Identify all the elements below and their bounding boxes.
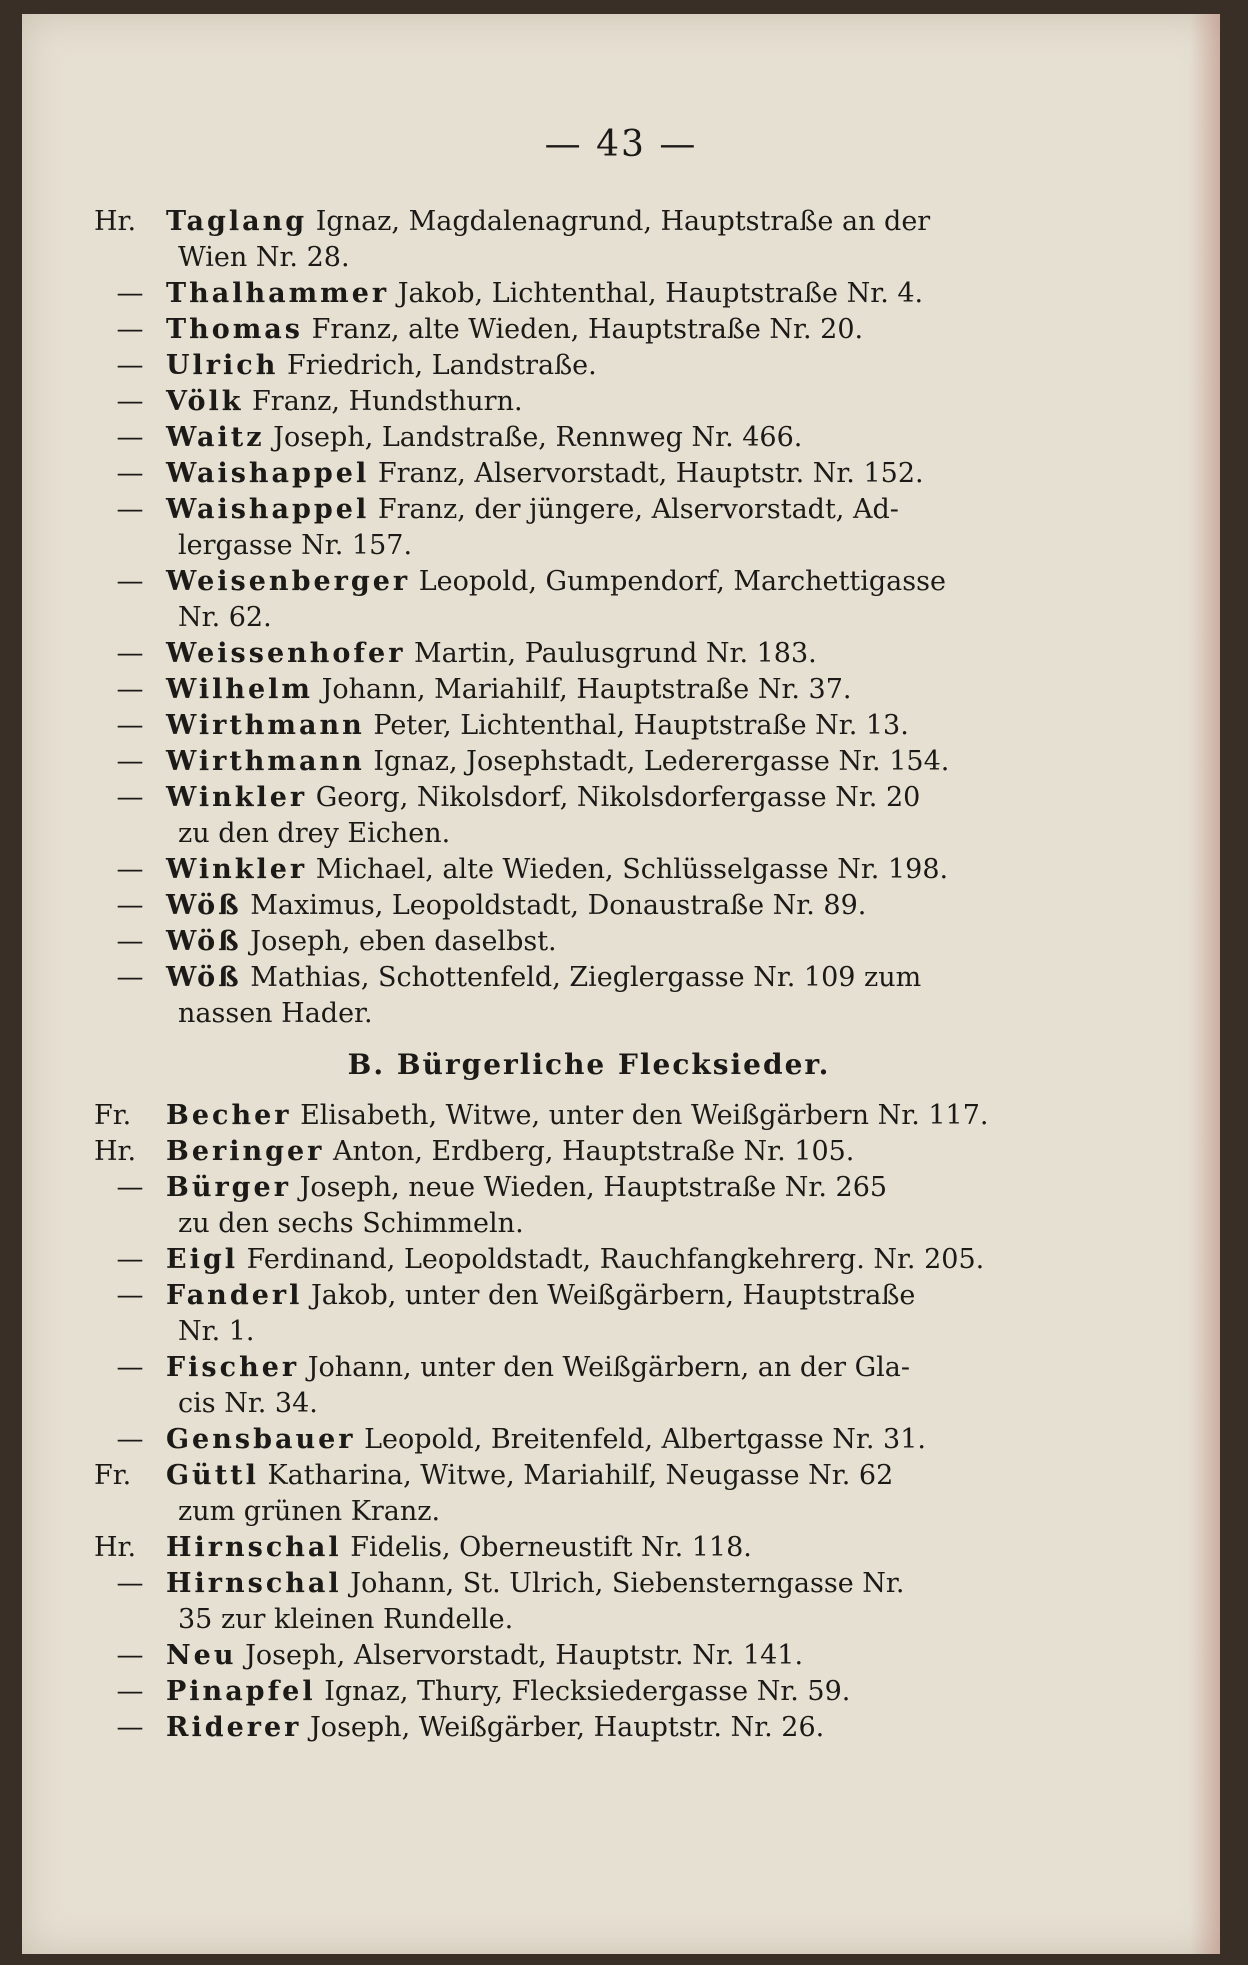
entry-text: Ferdinand, Leopoldstadt, Rauchfangkehrerg. Nr. 205.	[246, 1244, 985, 1275]
directory-entry	[94, 204, 1084, 276]
entry-prefix: —	[116, 422, 144, 453]
entry-surname: Fischer	[166, 1352, 300, 1383]
entry-line	[94, 888, 1084, 924]
entry-line	[94, 1494, 1084, 1530]
entry-prefix: —	[116, 494, 144, 525]
directory-entry	[94, 1134, 1084, 1170]
entry-surname: Pinapfel	[166, 1676, 316, 1707]
entry-line	[94, 384, 1084, 420]
entry-prefix: Hr.	[94, 1532, 137, 1563]
directory-entry	[94, 1098, 1084, 1134]
directory-entry	[94, 1674, 1084, 1710]
entry-prefix: —	[116, 566, 144, 597]
entry-line	[94, 312, 1084, 348]
entry-surname: Riderer	[166, 1712, 302, 1743]
entry-line	[94, 348, 1084, 384]
entry-text: Ignaz, Thury, Flecksiedergasse Nr. 59.	[324, 1676, 851, 1707]
entry-prefix: —	[116, 1172, 144, 1203]
directory-entry	[94, 672, 1084, 708]
entry-line	[94, 492, 1084, 528]
entry-surname: Thalhammer	[166, 278, 390, 309]
entry-prefix: —	[116, 458, 144, 489]
entry-prefix: —	[116, 746, 144, 777]
entry-line	[94, 816, 1084, 852]
directory-entry	[94, 1638, 1084, 1674]
entry-line	[94, 420, 1084, 456]
entry-surname: Wöß	[166, 890, 242, 921]
entry-surname: Thomas	[166, 314, 303, 345]
directory-entry	[94, 708, 1084, 744]
entry-prefix: —	[116, 674, 144, 705]
directory-entry	[94, 1566, 1084, 1638]
entry-line	[94, 1170, 1084, 1206]
entry-text: Wien Nr. 28.	[178, 242, 350, 273]
entry-text: Johann, St. Ulrich, Siebensterngasse Nr.	[350, 1568, 905, 1599]
directory-entry	[94, 276, 1084, 312]
entry-text: Martin, Paulusgrund Nr. 183.	[414, 638, 817, 669]
entry-text: Maximus, Leopoldstadt, Donaustraße Nr. 89.	[250, 890, 867, 921]
entry-text: Joseph, Landstraße, Rennweg Nr. 466.	[273, 422, 803, 453]
directory-list	[94, 204, 1084, 1746]
entry-text: Leopold, Gumpendorf, Marchettigasse	[418, 566, 946, 597]
entry-text: Jakob, unter den Weißgärbern, Hauptstraße	[310, 1280, 916, 1311]
directory-entry	[94, 1710, 1084, 1746]
entry-line	[94, 1242, 1084, 1278]
entry-line	[94, 564, 1084, 600]
entry-surname: Becher	[166, 1100, 292, 1131]
entry-line	[94, 1350, 1084, 1386]
entry-surname: Wilhelm	[166, 674, 313, 705]
entry-prefix: —	[116, 1352, 144, 1383]
section-a-entries	[94, 204, 1084, 1032]
entry-prefix: Hr.	[94, 1136, 137, 1167]
directory-entry	[94, 564, 1084, 636]
entry-prefix: —	[116, 1424, 144, 1455]
entry-prefix: Fr.	[94, 1100, 132, 1131]
entry-prefix: —	[116, 926, 144, 957]
directory-entry	[94, 924, 1084, 960]
entry-text: cis Nr. 34.	[178, 1388, 318, 1419]
entry-prefix: —	[116, 350, 144, 381]
entry-text: 35 zur kleinen Rundelle.	[178, 1604, 514, 1635]
entry-line	[94, 708, 1084, 744]
entry-text: Johann, Mariahilf, Hauptstraße Nr. 37.	[321, 674, 852, 705]
directory-entry	[94, 312, 1084, 348]
entry-line	[94, 1278, 1084, 1314]
directory-entry	[94, 744, 1084, 780]
entry-prefix: —	[116, 278, 144, 309]
section-b-entries	[94, 1098, 1084, 1746]
entry-surname: Beringer	[166, 1136, 325, 1167]
entry-surname: Weissenhofer	[166, 638, 406, 669]
entry-surname: Völk	[166, 386, 244, 417]
entry-text: zum grünen Kranz.	[178, 1496, 441, 1527]
entry-text: Joseph, Alservorstadt, Hauptstr. Nr. 141.	[245, 1640, 804, 1671]
entry-line	[94, 1638, 1084, 1674]
entry-prefix: —	[116, 854, 144, 885]
entry-text: Ignaz, Magdalenagrund, Hauptstraße an der	[315, 206, 931, 237]
directory-entry	[94, 852, 1084, 888]
entry-surname: Wöß	[166, 926, 242, 957]
directory-entry	[94, 636, 1084, 672]
entry-prefix: —	[116, 782, 144, 813]
directory-entry	[94, 960, 1084, 1032]
entry-text: Friedrich, Landstraße.	[286, 350, 597, 381]
entry-surname: Taglang	[166, 206, 308, 237]
entry-prefix: —	[116, 1280, 144, 1311]
entry-text: Fidelis, Oberneustift Nr. 118.	[350, 1532, 752, 1563]
entry-surname: Waitz	[166, 422, 265, 453]
entry-surname: Fanderl	[166, 1280, 303, 1311]
entry-prefix: Hr.	[94, 206, 137, 237]
entry-surname: Bürger	[166, 1172, 291, 1203]
entry-text: Joseph, eben daselbst.	[250, 926, 557, 957]
entry-text: Franz, Alservorstadt, Hauptstr. Nr. 152.	[377, 458, 924, 489]
entry-text: Franz, alte Wieden, Hauptstraße Nr. 20.	[311, 314, 864, 345]
entry-surname: Wirthmann	[166, 746, 365, 777]
entry-prefix: —	[116, 314, 144, 345]
entry-line	[94, 1458, 1084, 1494]
directory-entry	[94, 1278, 1084, 1350]
entry-text: Michael, alte Wieden, Schlüsselgasse Nr. 198.	[315, 854, 949, 885]
entry-text: zu den drey Eichen.	[178, 818, 451, 849]
directory-entry	[94, 1242, 1084, 1278]
entry-line	[94, 636, 1084, 672]
entry-prefix: —	[116, 638, 144, 669]
entry-line	[94, 1530, 1084, 1566]
entry-line	[94, 1602, 1084, 1638]
directory-entry	[94, 384, 1084, 420]
entry-surname: Gensbauer	[166, 1424, 356, 1455]
entry-prefix: Fr.	[94, 1460, 132, 1491]
entry-prefix: —	[116, 1568, 144, 1599]
entry-text: Nr. 1.	[178, 1316, 255, 1347]
directory-entry	[94, 888, 1084, 924]
entry-line	[94, 924, 1084, 960]
entry-line	[94, 204, 1084, 240]
directory-entry	[94, 456, 1084, 492]
entry-text: Franz, der jüngere, Alservorstadt, Ad-	[377, 494, 899, 525]
entry-surname: Hirnschal	[166, 1568, 342, 1599]
entry-text: Anton, Erdberg, Hauptstraße Nr. 105.	[333, 1136, 855, 1167]
entry-line	[94, 1314, 1084, 1350]
entry-text: lergasse Nr. 157.	[178, 530, 413, 561]
entry-surname: Hirnschal	[166, 1532, 342, 1563]
entry-line	[94, 528, 1084, 564]
entry-text: Jakob, Lichtenthal, Hauptstraße Nr. 4.	[397, 278, 924, 309]
entry-prefix: —	[116, 386, 144, 417]
entry-line	[94, 456, 1084, 492]
entry-surname: Winkler	[166, 782, 308, 813]
directory-entry	[94, 780, 1084, 852]
entry-text: nassen Hader.	[178, 998, 373, 1029]
entry-surname: Waishappel	[166, 458, 370, 489]
entry-prefix: —	[116, 1676, 144, 1707]
entry-text: Joseph, Weißgärber, Hauptstr. Nr. 26.	[309, 1712, 825, 1743]
entry-line	[94, 672, 1084, 708]
entry-surname: Ulrich	[166, 350, 279, 381]
entry-surname: Weisenberger	[166, 566, 411, 597]
entry-line	[94, 1710, 1084, 1746]
entry-text: Peter, Lichtenthal, Hauptstraße Nr. 13.	[373, 710, 909, 741]
entry-text: zu den sechs Schimmeln.	[178, 1208, 524, 1239]
entry-prefix: —	[116, 1244, 144, 1275]
section-b-heading: B. Bürgerliche Flecksieder.	[347, 1048, 831, 1081]
entry-line	[94, 276, 1084, 312]
entry-prefix: —	[116, 710, 144, 741]
entry-text: Johann, unter den Weißgärbern, an der Gla-	[307, 1352, 910, 1383]
entry-text: Franz, Hundsthurn.	[252, 386, 523, 417]
entry-text: Joseph, neue Wieden, Hauptstraße Nr. 265	[299, 1172, 888, 1203]
entry-text: Elisabeth, Witwe, unter den Weißgärbern Nr. 117.	[300, 1100, 989, 1131]
entry-prefix: —	[116, 1640, 144, 1671]
entry-line	[94, 960, 1084, 996]
entry-prefix: —	[116, 890, 144, 921]
entry-text: Ignaz, Josephstadt, Lederergasse Nr. 154.	[373, 746, 950, 777]
directory-entry	[94, 492, 1084, 564]
page-number: — 43 —	[544, 124, 698, 165]
directory-entry	[94, 1530, 1084, 1566]
entry-text: Katharina, Witwe, Mariahilf, Neugasse Nr. 62	[267, 1460, 894, 1491]
entry-text: Mathias, Schottenfeld, Zieglergasse Nr. 109 zum	[250, 962, 922, 993]
directory-entry	[94, 420, 1084, 456]
entry-line	[94, 240, 1084, 276]
book-page	[22, 14, 1220, 1954]
directory-entry	[94, 1170, 1084, 1242]
entry-line	[94, 780, 1084, 816]
entry-line	[94, 1566, 1084, 1602]
entry-line	[94, 1134, 1084, 1170]
entry-line	[94, 1386, 1084, 1422]
entry-line	[94, 1206, 1084, 1242]
entry-line	[94, 1098, 1084, 1134]
entry-line	[94, 600, 1084, 636]
entry-prefix: —	[116, 1712, 144, 1743]
directory-entry	[94, 1422, 1084, 1458]
entry-surname: Wirthmann	[166, 710, 365, 741]
entry-surname: Winkler	[166, 854, 308, 885]
entry-line	[94, 744, 1084, 780]
entry-surname: Güttl	[166, 1460, 259, 1491]
directory-entry	[94, 348, 1084, 384]
entry-text: Georg, Nikolsdorf, Nikolsdorfergasse Nr. 20	[315, 782, 921, 813]
entry-text: Leopold, Breitenfeld, Albertgasse Nr. 31.	[364, 1424, 926, 1455]
entry-line	[94, 996, 1084, 1032]
entry-prefix: —	[116, 962, 144, 993]
entry-line	[94, 1674, 1084, 1710]
entry-surname: Neu	[166, 1640, 237, 1671]
entry-surname: Wöß	[166, 962, 242, 993]
entry-surname: Eigl	[166, 1244, 238, 1275]
entry-text: Nr. 62.	[178, 602, 272, 633]
entry-line	[94, 1422, 1084, 1458]
entry-surname: Waishappel	[166, 494, 370, 525]
directory-entry	[94, 1350, 1084, 1422]
directory-entry	[94, 1458, 1084, 1530]
entry-line	[94, 852, 1084, 888]
